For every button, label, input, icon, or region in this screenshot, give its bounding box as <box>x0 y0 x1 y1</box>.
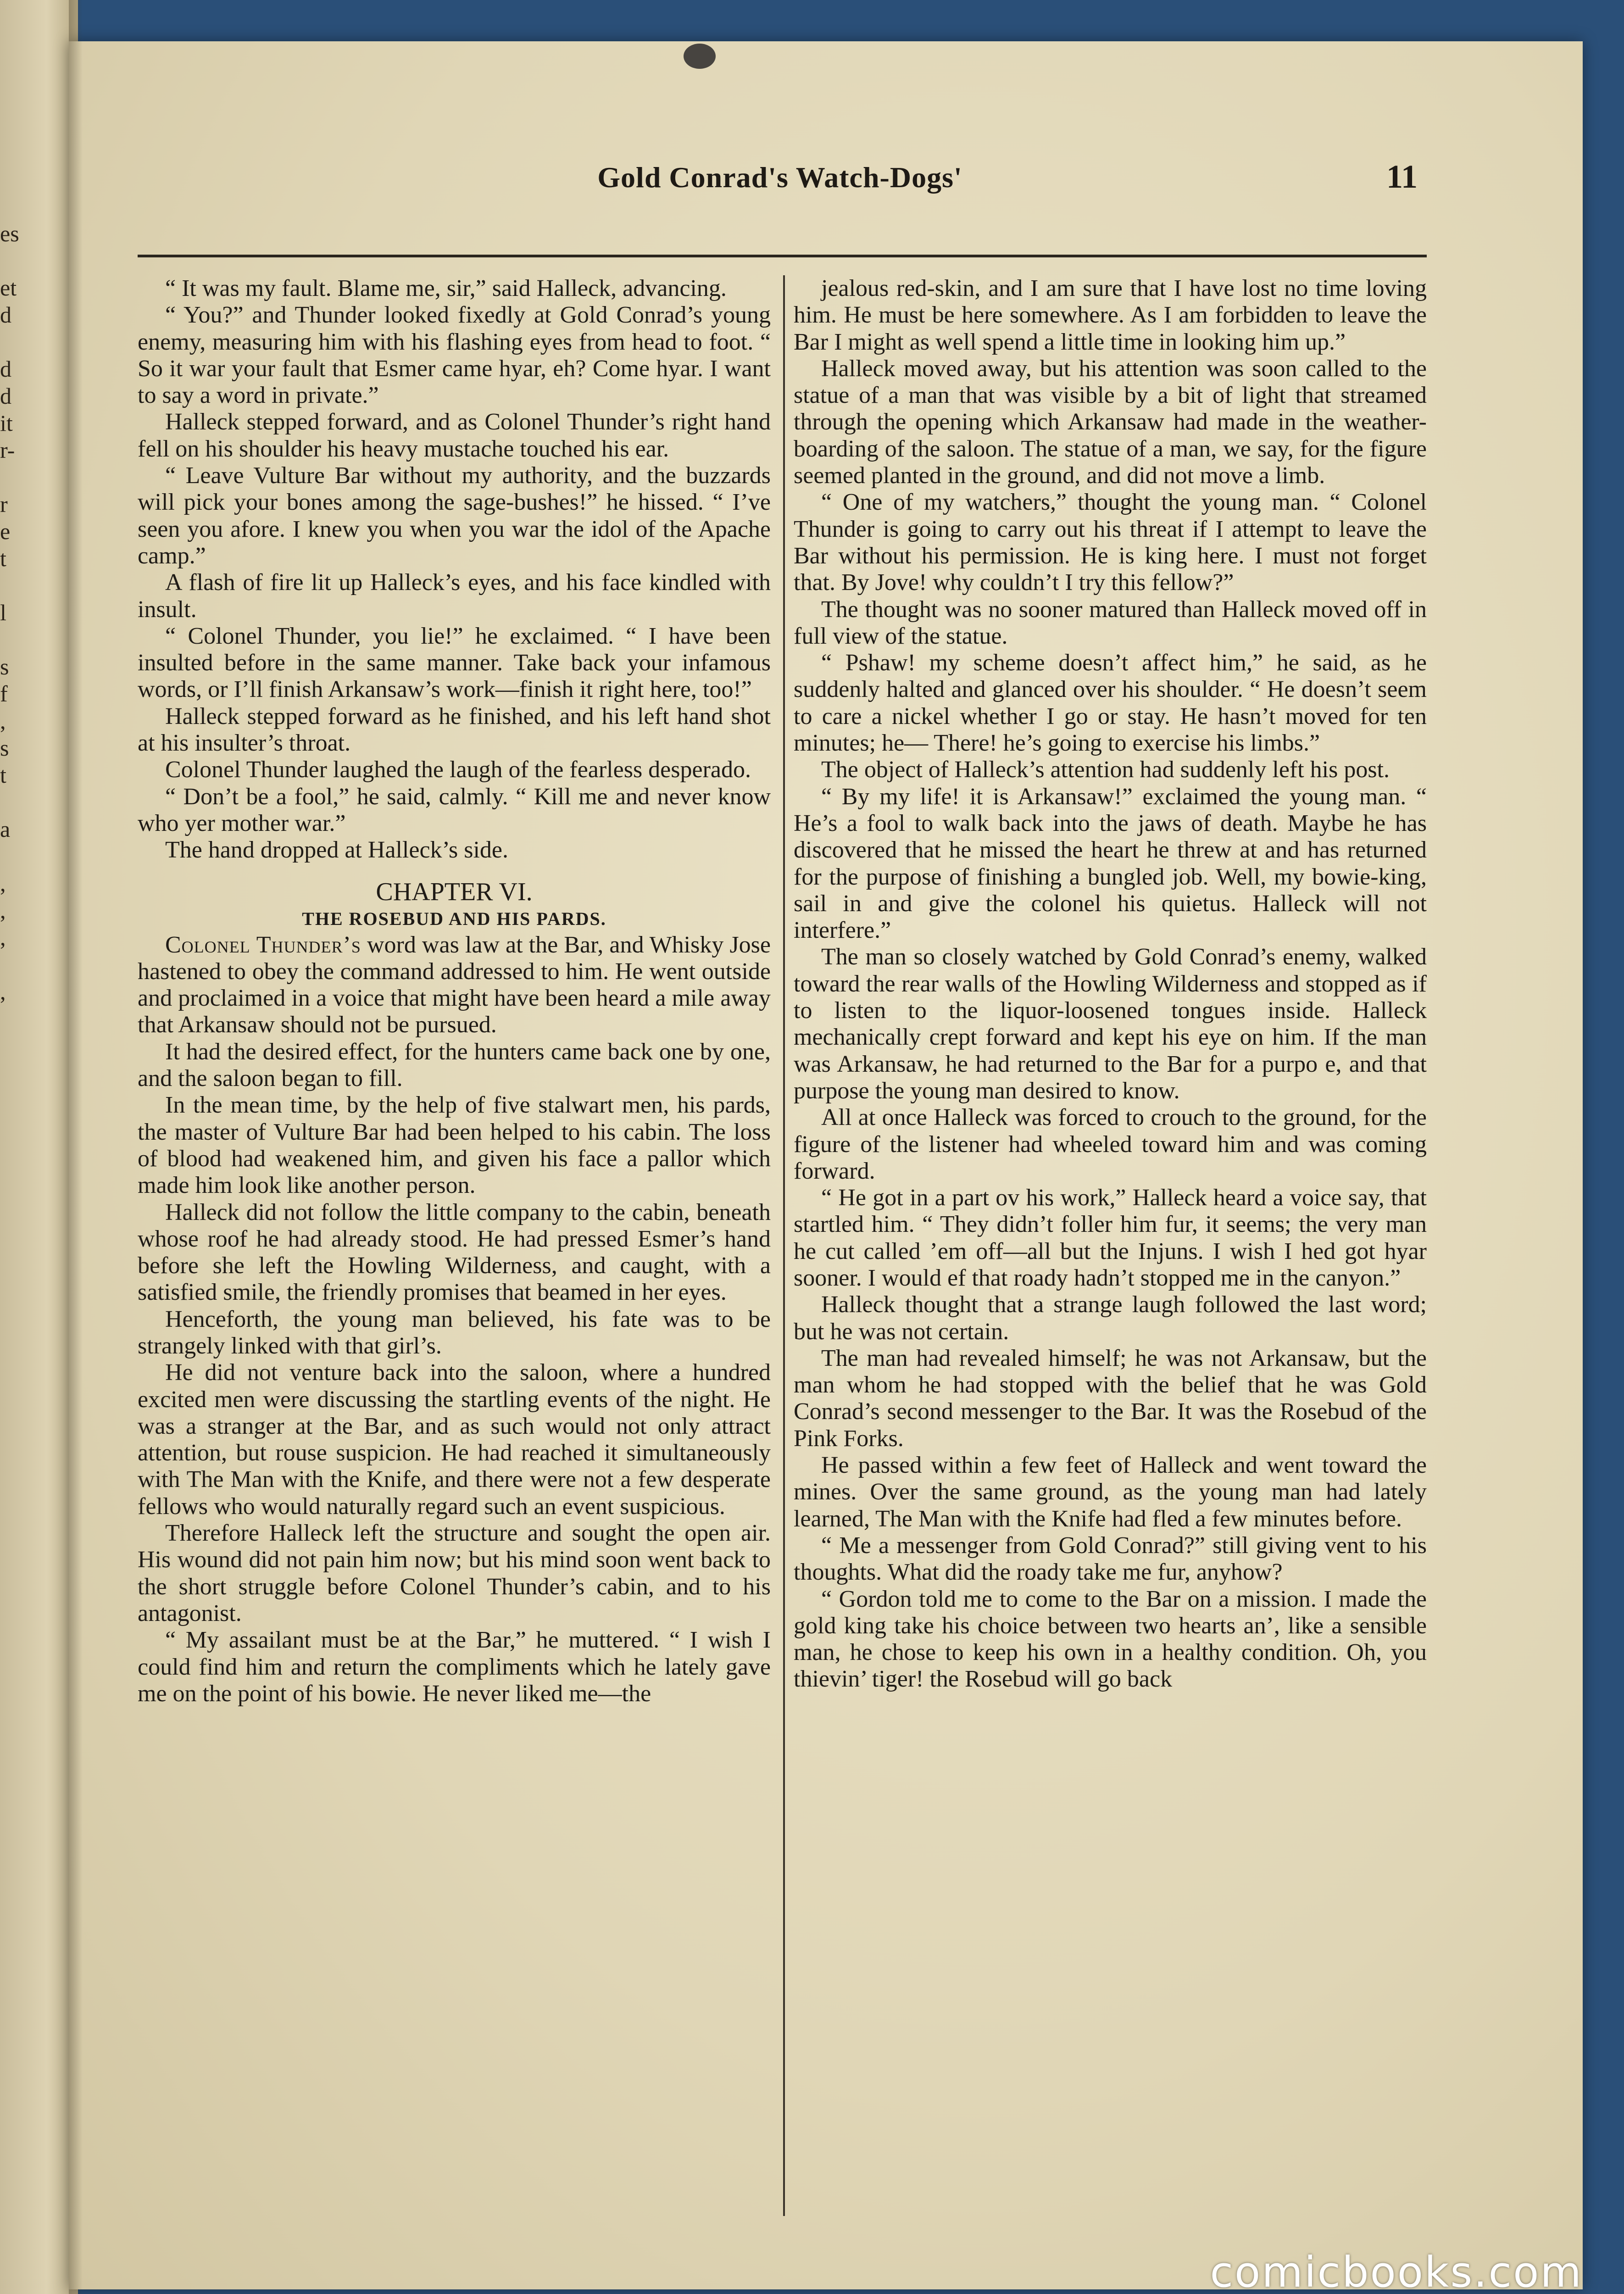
paragraph: “ It was my fault. Blame me, sir,” said Halleck, advancing. <box>165 275 727 301</box>
paragraph: “ Me a messenger from Gold Conrad?” still giving vent to his thoughts. What did the roady take me fur, anyhow? <box>794 1532 1427 1586</box>
adjacent-page-edge <box>0 0 78 2294</box>
chapter-first-paragraph-text: word was law at the Bar, and Whisky Jose hastened to obey the command addressed to him. He went outside and proclaimed in a voice that might have been heard a mile away that Arkansaw should not be pursued. <box>138 931 771 1038</box>
chapter-lead-in: Colonel Thunder’s <box>165 931 361 958</box>
paragraph: “ By my life! it is Arkansaw!” exclaimed the young man. “ He’s a fool to walk back into the jaws of death. Maybe he has discovered that he missed the heart he threw at and has returned for the purpose of finishing a bungled job. Well, my bowie-king, sail in and give the colonel his quietus. Halleck will not interfere.” <box>794 783 1427 944</box>
header-rule <box>138 255 1427 257</box>
paragraph: “ Pshaw! my scheme doesn’t affect him,” he said, as he suddenly halted and glanced over his shoulder. “ He doesn’t seem to care a nickel whether I go or stay. He hasn’t moved for ten minutes; he— There! he’s going to exercise his limbs.” <box>794 650 1427 757</box>
paragraph: The man had revealed himself; he was not Arkansaw, but the man whom he had stopped with the belief that he was Gold Conrad’s second messenger to the Bar. It was the Rosebud of the Pink Forks. <box>794 1345 1427 1452</box>
left-column-paragraphs-after-chapter <box>138 1039 771 1707</box>
left-text-column <box>138 275 771 1707</box>
watermark: comicbooks.com <box>1210 2248 1583 2294</box>
paragraph: It had the desired effect, for the hunters came back one by one, and the saloon began to fill. <box>138 1038 771 1092</box>
running-title: Gold Conrad's Watch-Dogs' <box>597 161 962 194</box>
left-column-paragraphs <box>138 275 771 864</box>
paragraph: Henceforth, the young man believed, his fate was to be strangely linked with that girl’s. <box>138 1306 771 1359</box>
paragraph: “ He got in a part ov his work,” Halleck heard a voice say, that startled him. “ They didn’t foller him fur, it seems; the very man he cut called ’em off—all but the Injuns. I wish I hed got hyar sooner. I would ef that roady hadn’t stopped me in the canyon.” <box>794 1185 1427 1291</box>
paragraph: “ Gordon told me to come to the Bar on a mission. I made the gold king take his choice between two hearts an’, like a sensible man, he chose to keep his own in a healthy condition. Oh, you thievin’ tiger! the Rosebud will go back <box>794 1586 1427 1693</box>
paragraph: “ Don’t be a fool,” he said, calmly. “ Kill me and never know who yer mother war.” <box>138 783 771 836</box>
adjacent-page-text-fragments: es et d d d it r- r e t l s f , s t a , , , , <box>0 221 19 1004</box>
paragraph: He did not venture back into the saloon, where a hundred excited men were discussing the startling events of the night. He was a stranger at the Bar, and as such would not only attract attention, but rouse suspicion. He had reached it simultaneously with The Man with the Knife, and there were not a few desperate fellows who would naturally regard such an event suspicious. <box>138 1359 771 1520</box>
paragraph: The object of Halleck’s attention had suddenly left his post. <box>821 757 1390 783</box>
page-gutter-shadow <box>69 0 83 2294</box>
chapter-first-paragraph <box>138 932 771 1039</box>
chapter-heading: CHAPTER VI. <box>376 877 533 906</box>
paragraph: “ You?” and Thunder looked fixedly at Gold Conrad’s young enemy, measuring him with his flashing eyes from head to foot. “ So it war your fault that Esmer came hyar, eh? Come hyar. I want to say a word in private.” <box>138 302 771 409</box>
paragraph: Halleck stepped forward, and as Colonel Thunder’s right hand fell on his shoulder his heavy mustache touched his ear. <box>138 409 771 462</box>
paragraph: All at once Halleck was forced to crouch to the ground, for the figure of the listener had wheeled toward him and was coming forward. <box>794 1104 1427 1184</box>
paragraph: A flash of fire lit up Halleck’s eyes, and his face kindled with insult. <box>138 569 771 623</box>
page-number: 11 <box>1386 158 1418 195</box>
paragraph: Therefore Halleck left the structure and sought the open air. His wound did not pain him now; but his mind soon went back to the short struggle before Colonel Thunder’s cabin, and to his antagonist. <box>138 1520 771 1626</box>
right-text-column <box>794 275 1427 1693</box>
paragraph: Halleck moved away, but his attention was soon called to the statue of a man that was visible by a bit of light that streamed through the opening which Arkansaw had made in the weather-boarding of the saloon. The statue of a man, we say, for the figure seemed planted in the ground, and did not move a limb. <box>794 355 1427 489</box>
paragraph: “ My assailant must be at the Bar,” he muttered. “ I wish I could find him and return the compliments which he lately gave me on the point of his bowie. He never liked me—the <box>138 1627 771 1707</box>
paragraph: “ One of my watchers,” thought the young man. “ Colonel Thunder is going to carry out his threat if I attempt to leave the Bar without his permission. He is king here. I must not forget that. By Jove! why couldn’t I try this fellow?” <box>794 489 1427 596</box>
column-divider <box>783 275 785 2216</box>
running-header <box>138 151 1422 211</box>
paragraph: Halleck stepped forward as he finished, and his left hand shot at his insulter’s throat. <box>138 703 771 757</box>
paragraph: “ Leave Vulture Bar without my authority, and the buzzards will pick your bones among the sage-bushes!” he hissed. “ I’ve seen you afore. I knew you when you war the idol of the Apache camp.” <box>138 462 771 569</box>
paragraph: Halleck did not follow the little company to the cabin, beneath whose roof he had already stood. He had pressed Esmer’s hand before she left the Howling Wilderness, and caught, with a satisfied smile, the friendly promises that beamed in her eyes. <box>138 1199 771 1306</box>
paragraph: Colonel Thunder laughed the laugh of the fearless desperado. <box>165 757 751 783</box>
paragraph: He passed within a few feet of Halleck and went toward the mines. Over the same ground, as the young man had lately learned, The Man with the Knife had fled a few minutes before. <box>794 1452 1427 1532</box>
chapter-subheading: THE ROSEBUD AND HIS PARDS. <box>302 908 606 929</box>
right-column-paragraphs <box>794 275 1427 1693</box>
paragraph: “ Colonel Thunder, you lie!” he exclaimed. “ I have been insulted before in the same manner. Take back your infamous words, or I’ll finish Arkansaw’s work—finish it right here, too!” <box>138 623 771 703</box>
paragraph: In the mean time, by the help of five stalwart men, his pards, the master of Vulture Bar had been helped to his cabin. The loss of blood had weakened him, and given his face a pallor which made him look like another person. <box>138 1092 771 1199</box>
paragraph: The hand dropped at Halleck’s side. <box>165 837 508 863</box>
paragraph: Halleck thought that a strange laugh followed the last word; but he was not certain. <box>794 1292 1427 1345</box>
ink-blot <box>684 44 716 69</box>
paragraph: The man so closely watched by Gold Conrad’s enemy, walked toward the rear walls of the Howling Wilderness and stopped as if to listen to the liquor-loosened tongues inside. Halleck mechanically crept forward and kept his eye on him. If the man was Arkansaw, he had returned to the Bar for a purpo e, and that purpose the young man desired to know. <box>794 944 1427 1104</box>
paragraph: jealous red-skin, and I am sure that I have lost no time loving him. He must be here somewhere. As I am forbidden to leave the Bar I might as well spend a little time in looking him up.” <box>794 275 1427 355</box>
paragraph: The thought was no sooner matured than Halleck moved off in full view of the statue. <box>794 596 1427 649</box>
